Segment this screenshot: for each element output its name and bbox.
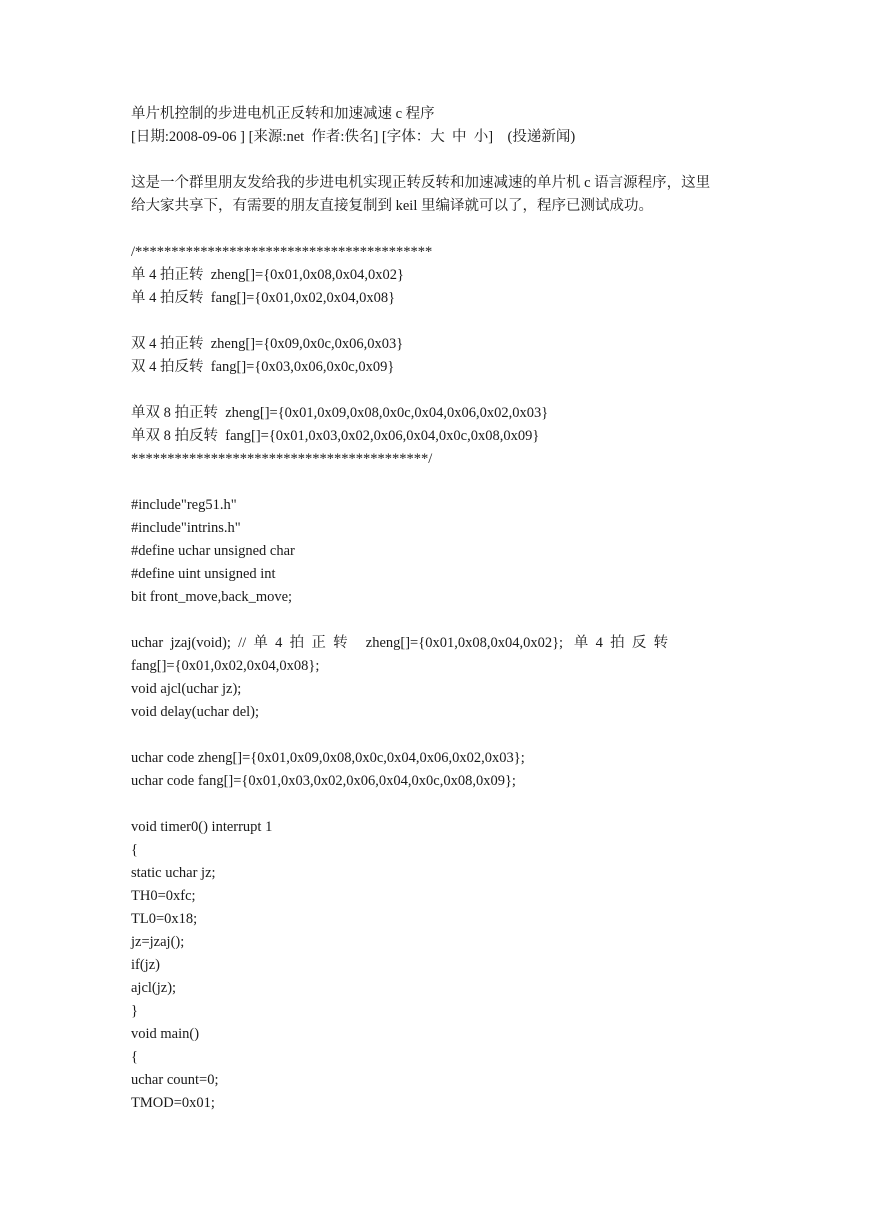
comment-line: 双 4 拍正转 zheng[]={0x09,0x0c,0x06,0x03}	[131, 336, 404, 352]
code-line: uchar count=0;	[131, 1072, 219, 1088]
code-line: void delay(uchar del);	[131, 704, 260, 720]
code-line: void timer0() interrupt 1	[131, 819, 273, 835]
comment-line: 单双 8 拍反转 fang[]={0x01,0x03,0x02,0x06,0x04,0x0c,0x08,0x09}	[131, 428, 540, 444]
code-line: TMOD=0x01;	[131, 1095, 215, 1111]
code-line: static uchar jz;	[131, 865, 216, 881]
code-line: {	[131, 842, 138, 858]
code-line: fang[]={0x01,0x02,0x04,0x08};	[131, 658, 320, 674]
spacer	[131, 609, 737, 632]
comment-open: /*****************************************	[131, 244, 433, 260]
code-line: #define uchar unsigned char	[131, 543, 295, 559]
intro-line: 这是一个群里朋友发给我的步进电机实现正转反转和加速减速的单片机 c 语言源程序，这里	[131, 175, 711, 191]
code-line: TL0=0x18;	[131, 911, 198, 927]
code-line: }	[131, 1003, 138, 1019]
spacer	[131, 149, 737, 172]
code-line: void ajcl(uchar jz);	[131, 681, 242, 697]
code-line: {	[131, 1049, 138, 1065]
code-line: void main()	[131, 1026, 200, 1042]
article-body	[131, 103, 737, 1115]
code-line: uchar code fang[]={0x01,0x03,0x02,0x06,0x04,0x0c,0x08,0x09};	[131, 773, 516, 789]
code-line: TH0=0xfc;	[131, 888, 196, 904]
code-line: #include"intrins.h"	[131, 520, 241, 536]
code-line: #include"reg51.h"	[131, 497, 237, 513]
spacer	[131, 724, 737, 747]
intro-line: 给大家共享下，有需要的朋友直接复制到 keil 里编译就可以了，程序已测试成功。	[131, 198, 653, 214]
code-line: ajcl(jz);	[131, 980, 177, 996]
spacer	[131, 310, 737, 333]
code-line: jz=jzaj();	[131, 934, 185, 950]
code-line: uchar code zheng[]={0x01,0x09,0x08,0x0c,0x04,0x06,0x02,0x03};	[131, 750, 525, 766]
comment-line: 双 4 拍反转 fang[]={0x03,0x06,0x0c,0x09}	[131, 359, 395, 375]
spacer	[131, 793, 737, 816]
comment-close: *****************************************/	[131, 451, 433, 467]
spacer	[131, 471, 737, 494]
code-line: if(jz)	[131, 957, 160, 973]
spacer	[131, 379, 737, 402]
article-title: 单片机控制的步进电机正反转和加速减速 c 程序	[131, 106, 435, 122]
code-line: uchar jzaj(void); // 单 4 拍 正 转 zheng[]={0x01,0x08,0x04,0x02}; 单 4 拍 反 转	[131, 635, 669, 651]
comment-line: 单双 8 拍正转 zheng[]={0x01,0x09,0x08,0x0c,0x04,0x06,0x02,0x03}	[131, 405, 549, 421]
spacer	[131, 218, 737, 241]
comment-line: 单 4 拍反转 fang[]={0x01,0x02,0x04,0x08}	[131, 290, 396, 306]
code-line: bit front_move,back_move;	[131, 589, 293, 605]
article-meta: [日期:2008-09-06 ] [来源:net 作者:佚名] [字体：大 中 小] (投递新闻)	[131, 129, 576, 145]
comment-line: 单 4 拍正转 zheng[]={0x01,0x08,0x04,0x02}	[131, 267, 405, 283]
code-line: #define uint unsigned int	[131, 566, 276, 582]
